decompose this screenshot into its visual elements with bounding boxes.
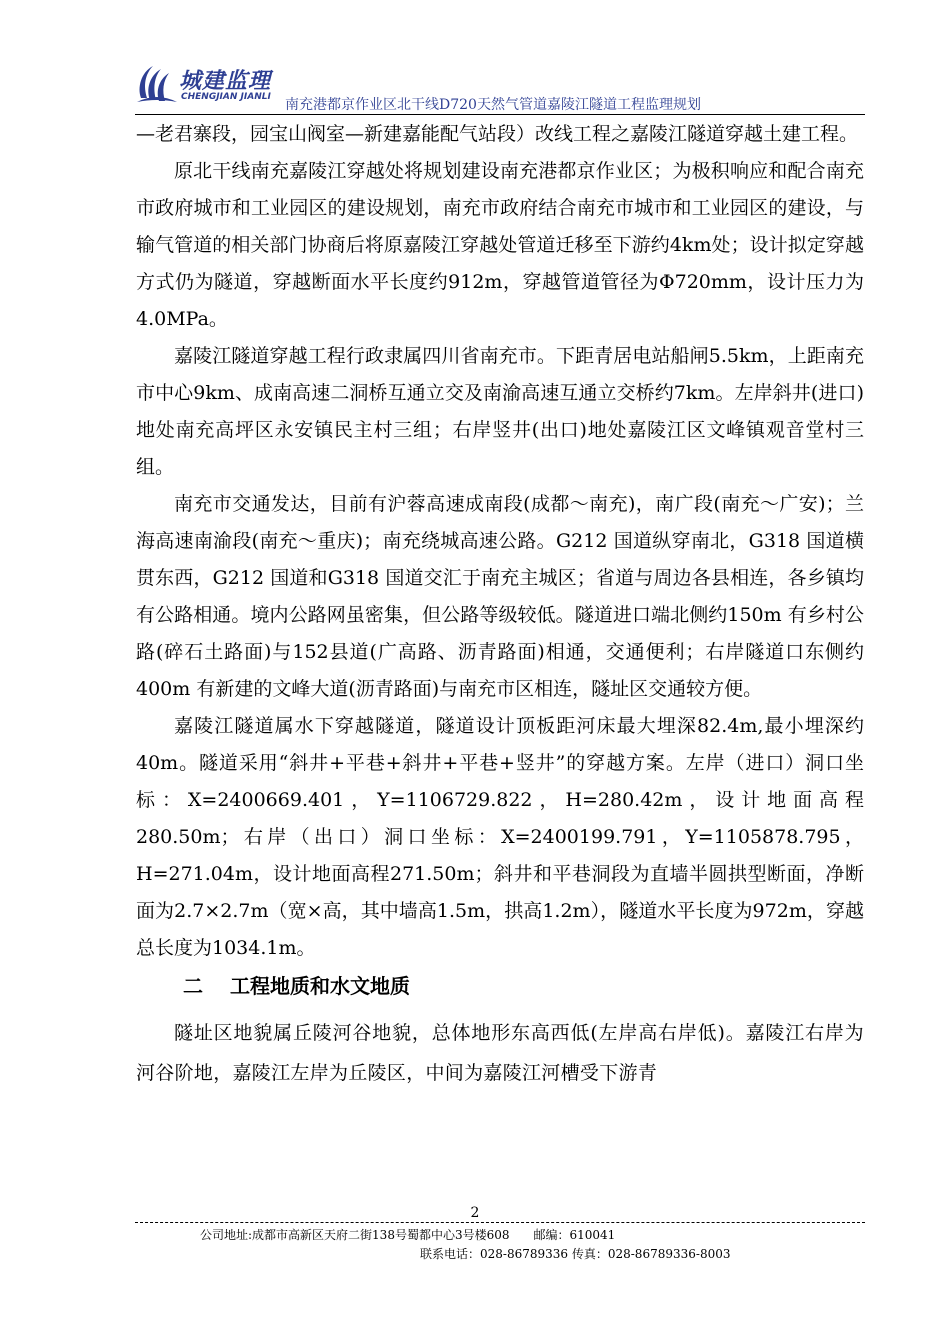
page-content bbox=[136, 116, 864, 1093]
header-divider bbox=[135, 114, 865, 115]
company-logo bbox=[135, 62, 272, 108]
document-header-title: 南充港都京作业区北干线D720天然气管道嘉陵江隧道工程监理规划 bbox=[285, 97, 701, 113]
footer-divider bbox=[135, 1222, 865, 1223]
page-number: 2 bbox=[470, 1205, 480, 1221]
page-header bbox=[0, 0, 950, 120]
logo-chinese-text: 城建监理 bbox=[179, 68, 272, 94]
paragraph-tunnel-design: 嘉陵江隧道属水下穿越隧道，隧道设计顶板距河床最大埋深82.4m,最小埋深约40m。隧道采用“斜井+平巷+斜井+平巷+竖井”的穿越方案。左岸（进口）洞口坐标：X=2400669.401，Y=1106729.822，H=280.42m，设计地面高程280.50m；右岸（出口）洞口坐标：X=2400199.791，Y=1105878.795，H=271.04m，设计地面高程271.50m；斜井和平巷洞段为直墙半圆拱型断面，净断面为2.7×2.7m（宽×高，其中墙高1.5m，拱高1.2m），隧道水平长度为972m，穿越总长度为1034.1m。 bbox=[136, 715, 864, 959]
logo-swirl-icon bbox=[135, 62, 179, 106]
paragraph-administrative-location: 嘉陵江隧道穿越工程行政隶属四川省南充市。下距青居电站船闸5.5km，上距南充市中心9km、成南高速二洞桥互通立交及南渝高速互通立交桥约7km。左岸斜井(进口)地处南充高坪区永安镇民主村三组；右岸竖井(出口)地处嘉陵江区文峰镇观音堂村三组。 bbox=[136, 345, 864, 478]
paragraph-transportation: 南充市交通发达，目前有沪蓉高速成南段(成都～南充)，南广段(南充～广安)；兰海高速南渝段(南充～重庆)；南充绕城高速公路。G212 国道纵穿南北，G318 国道横贯东西，G212 国道和G318 国道交汇于南充主城区；省道与周边各县相连，各乡镇均有公路相通。境内公路网虽密集，但公路等级较低。隧道进口端北侧约150m 有乡村公路(碎石土路面)与152县道(广高路、沥青路面)相通，交通便利；右岸隧道口东侧约400m 有新建的文峰大道(沥青路面)与南充市区相连，隧址区交通较方便。 bbox=[136, 493, 864, 700]
footer-contact: 联系电话：028-86789336 传真：028-86789336-8003 bbox=[420, 1247, 731, 1261]
logo-english-text: CHENGJIAN JIANLI bbox=[181, 92, 271, 102]
paragraph-project-continued: —老君寨段，园宝山阀室—新建嘉能配气站段）改线工程之嘉陵江隧道穿越土建工程。 bbox=[136, 123, 859, 145]
section-heading-geology: 二 工程地质和水文地质 bbox=[183, 974, 410, 998]
paragraph-landform: 隧址区地貌属丘陵河谷地貌，总体地形东高西低(左岸高右岸低)。嘉陵江右岸为河谷阶地，嘉陵江左岸为丘陵区，中间为嘉陵江河槽受下游青 bbox=[136, 1022, 864, 1084]
footer-address: 公司地址:成都市高新区天府二街138号蜀都中心3号楼608 邮编：610041 bbox=[200, 1228, 616, 1242]
paragraph-relocation-background: 原北干线南充嘉陵江穿越处将规划建设南充港都京作业区；为极积响应和配合南充市政府城市和工业园区的建设规划，南充市政府结合南充市城市和工业园区的建设，与输气管道的相关部门协商后将原嘉陵江穿越处管道迁移至下游约4km处；设计拟定穿越方式仍为隧道，穿越断面水平长度约912m，穿越管道管径为Φ720mm，设计压力为4.0MPa。 bbox=[136, 160, 864, 330]
